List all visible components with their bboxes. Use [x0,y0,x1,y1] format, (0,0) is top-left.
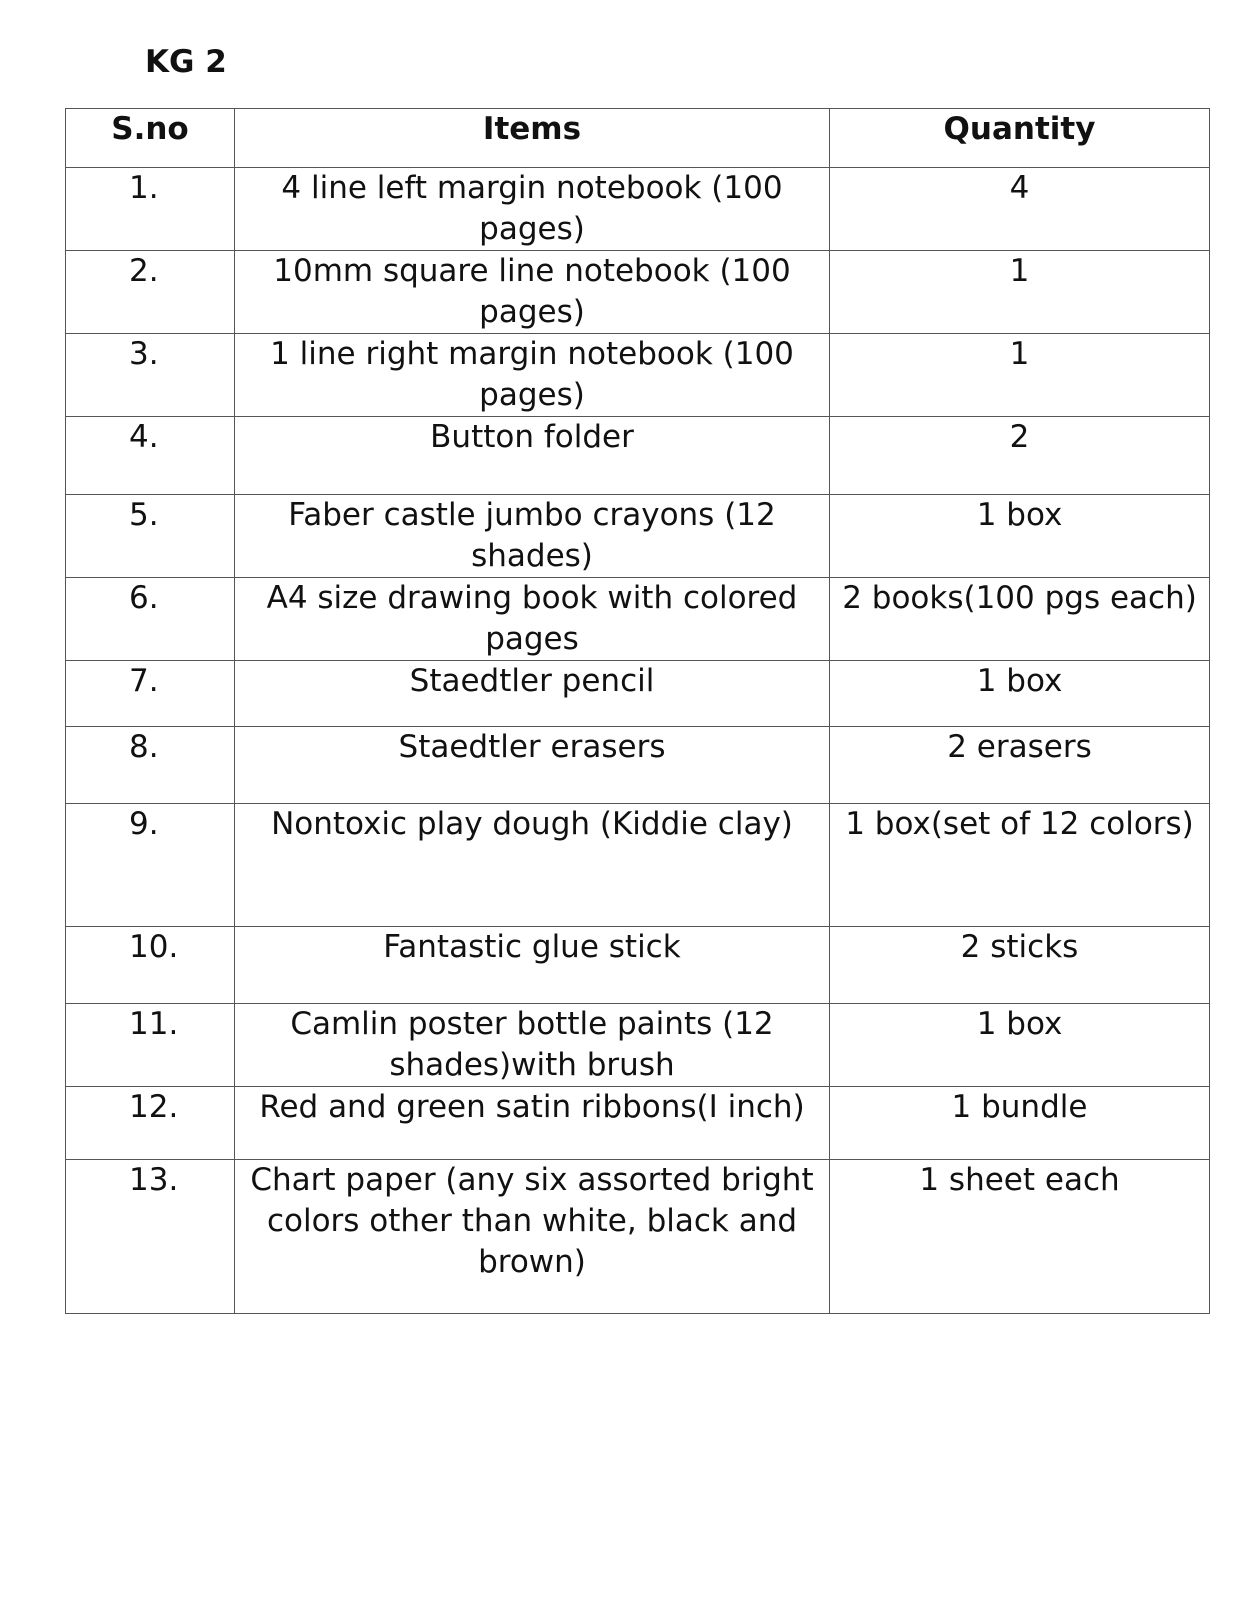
row-sno: 5. [129,497,159,533]
row-sno-cell [66,1160,235,1314]
row-item: A4 size drawing book with colored pages [235,578,830,661]
row-quantity: 1 bundle [830,1087,1210,1160]
row-item: 1 line right margin notebook (100 pages) [235,334,830,417]
header-quantity: Quantity [830,109,1210,168]
row-quantity: 2 books(100 pgs each) [830,578,1210,661]
row-sno: 4. [129,419,159,455]
row-quantity: 2 sticks [830,927,1210,1004]
row-sno: 11. [129,1006,179,1042]
row-sno-cell [66,251,235,334]
table-row [66,417,1210,495]
table-row [66,1160,1210,1314]
row-item: Fantastic glue stick [235,927,830,1004]
table-row [66,1087,1210,1160]
row-quantity: 1 [830,334,1210,417]
row-sno-cell [66,578,235,661]
row-sno: 13. [129,1162,179,1198]
row-sno: 10. [129,929,179,965]
table-row [66,927,1210,1004]
row-quantity: 1 box(set of 12 colors) [830,804,1210,927]
row-quantity: 2 erasers [830,727,1210,804]
table-row [66,578,1210,661]
row-quantity: 1 box [830,1004,1210,1087]
row-item: 10mm square line notebook (100 pages) [235,251,830,334]
table-row [66,495,1210,578]
row-sno-cell [66,804,235,927]
row-sno-cell [66,495,235,578]
row-item: Staedtler pencil [235,661,830,727]
row-sno-cell [66,661,235,727]
row-sno-cell [66,1004,235,1087]
row-sno: 6. [129,580,159,616]
row-quantity: 1 sheet each [830,1160,1210,1314]
row-quantity: 1 box [830,661,1210,727]
row-item: Faber castle jumbo crayons (12 shades) [235,495,830,578]
row-sno-cell [66,927,235,1004]
row-item: Camlin poster bottle paints (12 shades)with brush [235,1004,830,1087]
table-row [66,727,1210,804]
row-sno: 3. [129,336,159,372]
row-sno: 8. [129,729,159,765]
row-sno: 2. [129,253,159,289]
row-quantity: 1 [830,251,1210,334]
row-sno-cell [66,417,235,495]
table-row [66,1004,1210,1087]
table-row [66,168,1210,251]
header-sno: S.no [66,109,235,168]
row-sno: 7. [129,663,159,699]
row-quantity: 1 box [830,495,1210,578]
row-item: Nontoxic play dough (Kiddie clay) [235,804,830,927]
row-sno-cell [66,334,235,417]
supply-list-table [65,108,1210,1314]
row-sno-cell [66,1087,235,1160]
row-sno: 9. [129,806,159,842]
table-header-row [66,109,1210,168]
table-row [66,661,1210,727]
header-items: Items [235,109,830,168]
table-row [66,334,1210,417]
table-row [66,804,1210,927]
row-sno: 1. [129,170,159,206]
row-sno-cell [66,727,235,804]
row-item: Button folder [235,417,830,495]
row-item: Red and green satin ribbons(I inch) [235,1087,830,1160]
row-sno-cell [66,168,235,251]
row-quantity: 4 [830,168,1210,251]
row-quantity: 2 [830,417,1210,495]
row-item: Chart paper (any six assorted bright colors other than white, black and brown) [235,1160,830,1314]
page-title: KG 2 [145,44,227,80]
row-item: Staedtler erasers [235,727,830,804]
row-sno: 12. [129,1089,179,1125]
row-item: 4 line left margin notebook (100 pages) [235,168,830,251]
table-row [66,251,1210,334]
